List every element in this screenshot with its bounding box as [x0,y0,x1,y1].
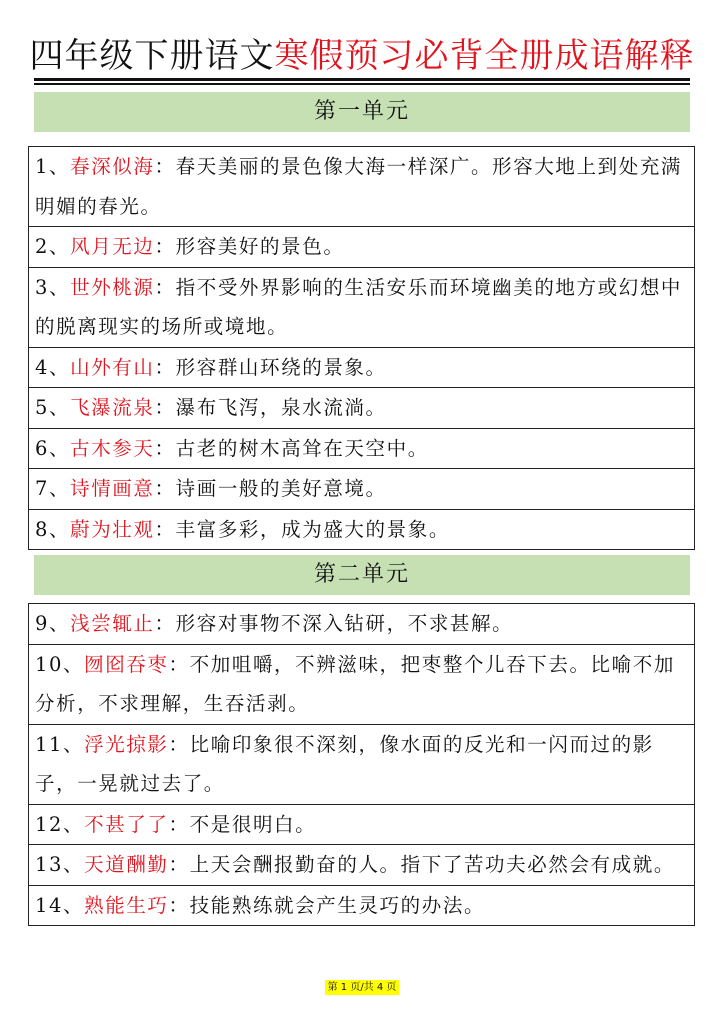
idiom-term: 山外有山 [70,355,155,379]
idiom-term: 春深似海 [70,155,155,178]
idiom-definition: 丰富多彩，成为盛大的景象。 [175,517,450,541]
idiom-entry [29,468,694,509]
title-red: 寒假预习必背全册成语解释 [274,36,695,76]
idiom-term: 浅尝辄止 [70,612,155,635]
idiom-table [28,603,695,926]
idiom-definition: 指不受外界影响的生活安乐而环境幽美的地方或幻想中的脱离现实的场所或境地。 [35,275,683,338]
idiom-definition: 上天会酬报勤奋的人。指下了苦功夫必然会有成就。 [189,853,675,876]
separator: ： [154,355,176,379]
idiom-definition: 形容美好的景色。 [175,235,345,258]
idiom-definition: 比喻印象很不深刻，像水面的反光和一闪而过的影子，一晃就过去了。 [35,732,654,795]
entry-number: 5、 [35,396,71,419]
entry-number: 12、 [35,812,85,836]
idiom-entry [29,804,694,845]
separator: ： [168,732,190,756]
idiom-definition: 形容对事物不深入钻研，不求甚解。 [175,612,514,635]
idiom-entry [29,387,694,428]
page-title [0,34,724,78]
separator: ： [168,812,190,836]
entry-number: 2、 [35,235,71,258]
unit-heading: 第一单元 [34,92,690,132]
page-number: 第 1 页/共 4 页 [325,980,400,995]
idiom-term: 浮光掠影 [84,732,169,756]
idiom-entry [29,428,694,469]
idiom-entry [29,604,694,644]
entry-number: 13、 [35,853,85,876]
entry-number: 6、 [35,436,71,460]
idiom-term: 囫囵吞枣 [84,652,169,676]
idiom-definition: 春天美丽的景色像大海一样深广。形容大地上到处充满明媚的春光。 [35,155,683,218]
entry-number: 10、 [35,652,85,676]
idiom-term: 世外桃源 [70,275,155,299]
separator: ： [154,436,176,460]
idiom-entry [29,226,694,267]
entry-number: 4、 [35,355,71,379]
idiom-definition: 形容群山环绕的景象。 [175,355,387,379]
idiom-entry [29,267,694,347]
page-footer [0,975,724,994]
title-black: 四年级下册语文 [29,36,275,76]
idiom-entry [29,844,694,885]
unit-heading: 第二单元 [34,555,690,595]
entry-number: 8、 [35,517,71,541]
idiom-term: 古木参天 [70,436,155,460]
idiom-term: 诗情画意 [70,477,155,500]
separator: ： [168,853,190,876]
entry-number: 11、 [35,732,85,756]
entry-number: 3、 [35,275,71,299]
idiom-term: 蔚为壮观 [70,517,155,541]
separator: ： [154,235,176,258]
separator: ： [154,612,176,635]
idiom-entry [29,147,694,226]
idiom-entry [29,644,694,724]
idiom-term: 飞瀑流泉 [70,396,155,419]
idiom-definition: 瀑布飞泻，泉水流淌。 [175,396,387,419]
separator: ： [154,155,176,178]
idiom-term: 风月无边 [70,235,155,258]
title-rule [34,83,690,85]
entry-number: 1、 [35,155,71,178]
separator: ： [154,396,176,419]
idiom-definition: 古老的树木高耸在天空中。 [175,436,429,460]
separator: ： [168,893,190,917]
title-rule [34,78,690,81]
idiom-term: 熟能生巧 [84,893,169,917]
idiom-table [28,146,695,550]
idiom-definition: 技能熟练就会产生灵巧的办法。 [189,893,486,917]
entry-number: 9、 [35,612,71,635]
separator: ： [154,517,176,541]
idiom-definition: 诗画一般的美好意境。 [175,477,387,500]
separator: ： [154,275,176,299]
idiom-term: 天道酬勤 [84,853,169,876]
idiom-entry [29,509,694,550]
idiom-definition: 不加咀嚼，不辨滋味，把枣整个儿吞下去。比喻不加分析，不求理解，生吞活剥。 [35,652,675,715]
idiom-term: 不甚了了 [84,812,169,836]
idiom-entry [29,347,694,388]
idiom-entry [29,724,694,804]
idiom-definition: 不是很明白。 [189,812,317,836]
entry-number: 14、 [35,893,85,917]
separator: ： [154,477,176,500]
entry-number: 7、 [35,477,71,500]
idiom-entry [29,885,694,926]
separator: ： [168,652,190,676]
